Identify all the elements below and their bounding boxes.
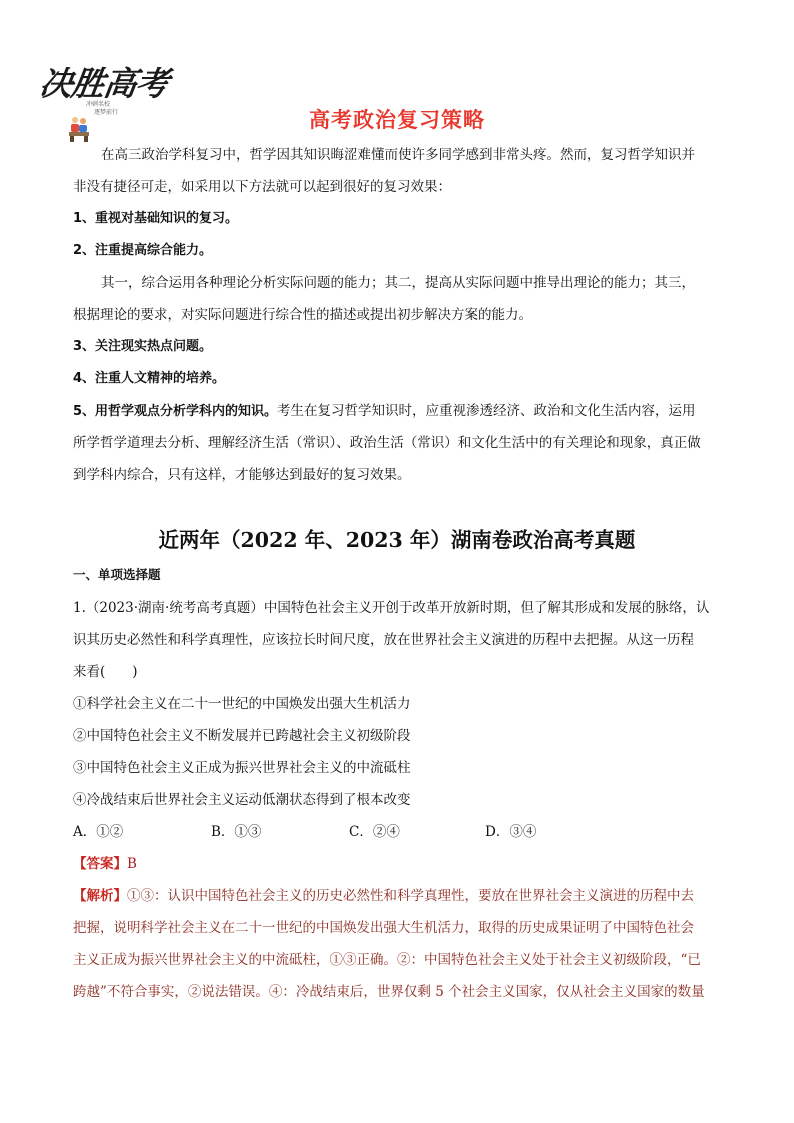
question-line-3: 来看( ): [73, 664, 138, 680]
option-d: D．③④: [485, 824, 537, 840]
statement-4: ④冷战结束后世界社会主义运动低潮状态得到了根本改变: [73, 792, 411, 808]
answer-label: 【答案】: [73, 856, 127, 872]
analysis-line-4: 跨越”不符合事实，②说法错误。④：冷战结束后，世界仅剩 5 个社会主义国家，仅从社会主义国家的数量: [73, 984, 705, 1000]
logo-sub2: 逐梦前行: [94, 109, 119, 116]
answer-options: [73, 816, 723, 848]
answer-value: B: [127, 856, 137, 872]
page-title: 高考政治复习策略: [309, 108, 485, 132]
point-2-detail-1: 其一，综合运用各种理论分析实际问题的能力；其二，提高从实际问题中推导出理论的能力；其三，: [101, 275, 695, 291]
question-line-1: 1.（2023·湖南·统考高考真题）中国特色社会主义开创于改革开放新时期，但了解其形成和发展的脉络，认: [73, 600, 710, 616]
analysis-line-1: [73, 880, 723, 912]
intro-line-2: 非没有捷径可走，如采用以下方法就可以起到很好的复习效果：: [73, 179, 451, 195]
point-5-text: 考生在复习哲学知识时，应重视渗透经济、政治和文化生活内容，运用: [277, 403, 696, 419]
question-line-2: 识其历史必然性和科学真理性，应该拉长时间尺度，放在世界社会主义演进的历程中去把握。从这一历程: [73, 632, 694, 648]
point-4: 4、注重人文精神的培养。: [73, 371, 226, 386]
point-5-line-3: 到学科内综合，只有这样，才能够达到最好的复习效果。: [73, 467, 411, 483]
logo-sub1: 冲刺名校: [86, 101, 111, 108]
point-5-line-2: 所学哲学道理去分析、理解经济生活（常识）、政治生活（常识）和文化生活中的有关理论和现象，真正做: [73, 435, 701, 451]
statement-3: ③中国特色社会主义正成为振兴世界社会主义的中流砥柱: [73, 760, 411, 776]
analysis-line-3: 主义正成为振兴世界社会主义的中流砥柱，①③正确。②：中国特色社会主义处于社会主义初级阶段，“已: [73, 952, 701, 968]
point-2-detail-2: 根据理论的要求，对实际问题进行综合性的描述或提出初步解决方案的能力。: [73, 307, 532, 323]
analysis-text-1: ①③：认识中国特色社会主义的历史必然性和科学真理性，要放在世界社会主义演进的历程中去: [127, 888, 694, 904]
statement-1: ①科学社会主义在二十一世纪的中国焕发出强大生机活力: [73, 696, 411, 712]
answer-line: [73, 848, 723, 880]
statement-2: ②中国特色社会主义不断发展并已跨越社会主义初级阶段: [73, 728, 411, 744]
option-b: B．①③: [211, 824, 262, 840]
section-heading: 一、单项选择题: [73, 567, 161, 582]
point-5: [73, 395, 723, 428]
point-1: 1、重视对基础知识的复习。: [73, 211, 239, 226]
analysis-label: 【解析】: [73, 888, 127, 904]
section-title: 近两年（2022 年、2023 年）湖南卷政治高考真题: [158, 528, 636, 552]
option-c: C．②④: [349, 824, 400, 840]
point-3: 3、关注现实热点问题。: [73, 339, 213, 354]
option-a: A．①②: [73, 824, 124, 840]
point-5-heading: 5、用哲学观点分析学科内的知识。: [73, 404, 278, 419]
brand-logo: [36, 58, 171, 148]
point-2: 2、注重提高综合能力。: [73, 243, 213, 258]
logo-text: 决胜高考: [36, 64, 171, 103]
intro-line-1: 在高三政治学科复习中，哲学因其知识晦涩难懂而使许多同学感到非常头疼。然而，复习哲学知识并: [101, 147, 695, 163]
analysis-line-2: 把握，说明科学社会主义在二十一世纪的中国焕发出强大生机活力，取得的历史成果证明了中国特色社会: [73, 920, 694, 936]
